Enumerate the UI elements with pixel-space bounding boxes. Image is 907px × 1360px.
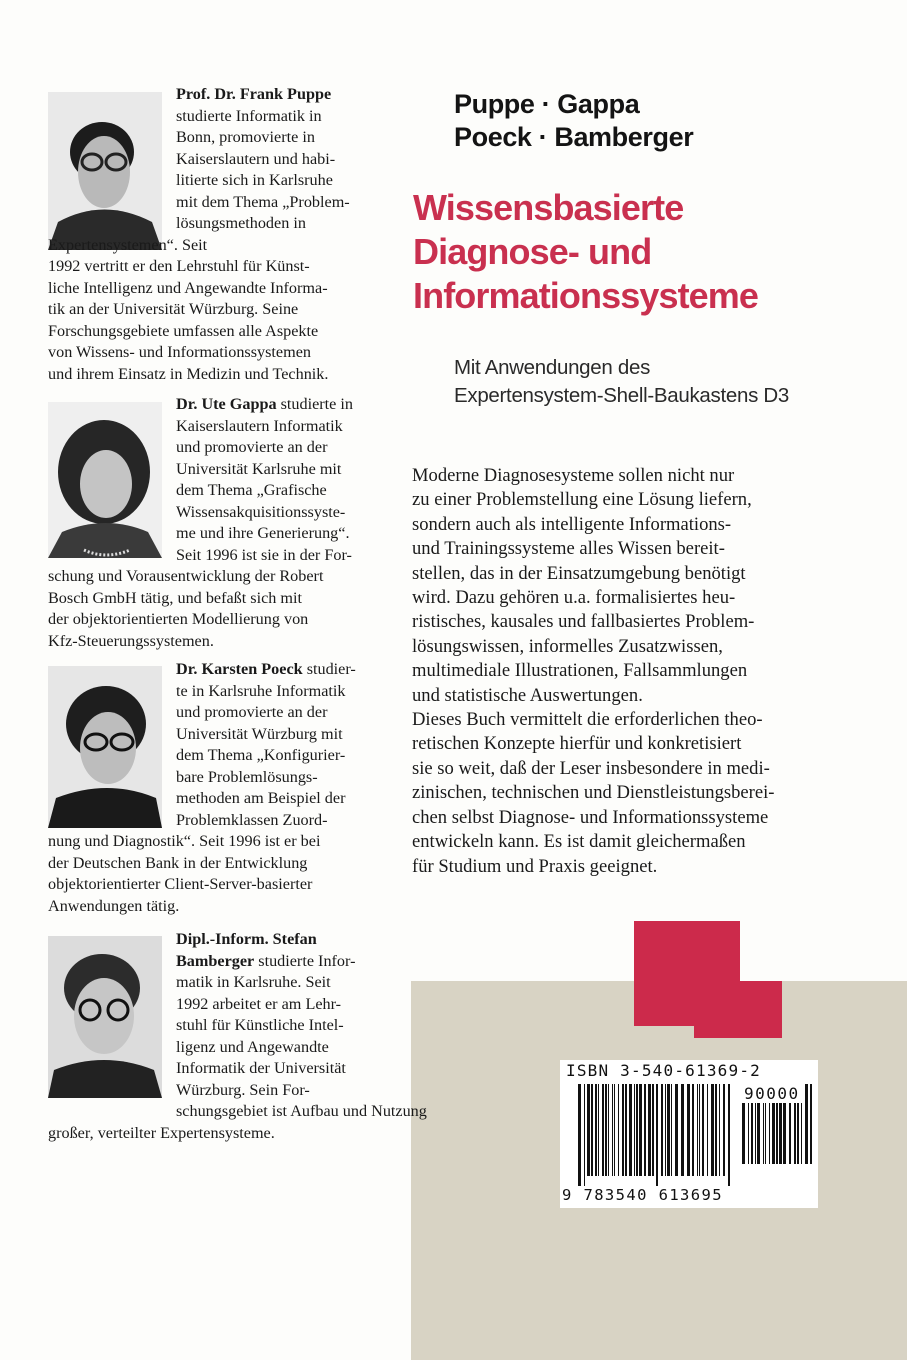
blurb-line: retischen Konzepte hierfür und konkretisiert — [412, 733, 742, 755]
barcode-bar — [667, 1084, 670, 1176]
author-names — [454, 88, 693, 154]
bio-line: der Deutschen Bank in der Entwicklung — [48, 853, 308, 872]
bio-line: Informatik der Universität — [176, 1059, 346, 1077]
barcode-bar — [702, 1084, 704, 1176]
blurb-line: sie so weit, daß der Leser insbesondere in medi- — [412, 757, 770, 779]
bio-line: Forschungsgebiete umfassen alle Aspekte — [48, 321, 319, 340]
bio-line: Würzburg. Sein For- — [176, 1080, 310, 1099]
barcode-bar — [622, 1084, 624, 1176]
bio-heading — [176, 85, 331, 104]
blurb-line: und statistische Auswertungen. — [412, 684, 643, 706]
barcode-bar — [805, 1084, 808, 1164]
bio-line: und promovierte an der — [176, 438, 328, 456]
barcode-bar — [602, 1084, 604, 1176]
bio-line: 1992 arbeitet er am Lehr- — [176, 994, 342, 1013]
blurb-line: zinischen, technischen und Dienstleistungsberei- — [412, 782, 775, 804]
barcode-bar — [578, 1084, 581, 1186]
blurb-line: und Trainingssysteme alles Wissen bereit- — [412, 538, 725, 560]
isbn-barcode — [560, 1060, 818, 1208]
barcode-bar — [639, 1084, 642, 1176]
bio-line: Universität Karlsruhe mit — [176, 459, 342, 478]
barcode-bar — [715, 1084, 717, 1176]
ean-digits: 9 783540 613695 — [562, 1186, 723, 1204]
barcode-bar — [584, 1084, 585, 1186]
bio-text: studierte Infor- — [254, 951, 356, 970]
bio-line: bare Problemlösungs- — [176, 767, 318, 786]
barcode-bar — [699, 1084, 700, 1176]
barcode-bar — [614, 1084, 615, 1176]
barcode-bar — [665, 1084, 666, 1176]
barcode-bar — [687, 1084, 690, 1176]
bio-text: studierte in — [276, 395, 354, 413]
bio-line: Kaiserslautern und habi- — [176, 149, 336, 168]
barcode-bar — [707, 1084, 708, 1176]
barcode-bar — [634, 1084, 635, 1176]
barcode-bar — [591, 1084, 593, 1176]
blurb-line: lösungswissen, informelles Zusatzwissen, — [412, 635, 723, 657]
bio-line: mit dem Thema „Problem- — [176, 192, 350, 211]
blurb-line: Dieses Buch vermittelt die erforderlichen theo- — [412, 709, 763, 731]
blurb-line: multimediale Illustrationen, Fallsammlungen — [412, 660, 748, 682]
barcode-bar — [719, 1084, 720, 1176]
barcode-bars — [578, 1084, 732, 1186]
bio-line: tik an der Universität Würzburg. Seine — [48, 300, 299, 318]
bio-line: Anwendungen tätig. — [48, 896, 180, 915]
author-name: Prof. Dr. Frank Puppe — [176, 85, 332, 103]
author-line: Puppe · Gappa — [454, 89, 640, 119]
book-subtitle — [454, 354, 789, 410]
author-photo-bamberger — [48, 936, 162, 1098]
blurb-line: ristisches, kausales und fallbasiertes Problem- — [412, 611, 755, 633]
bio-line: Seit 1996 ist sie in der For- — [176, 545, 352, 564]
barcode-bar — [652, 1084, 654, 1176]
author-name: Dipl.-Inform. Stefan — [176, 930, 317, 948]
barcode-bar — [711, 1084, 714, 1176]
bio-line: Wissensakquisitionssyste- — [176, 502, 346, 521]
bio-line: matik in Karlsruhe. Seit — [176, 973, 331, 991]
bio-line: Bosch GmbH tätig, und befaßt sich mit — [48, 588, 303, 607]
barcode-bar — [595, 1084, 597, 1176]
bio-heading — [176, 952, 355, 971]
bio-line: Universität Würzburg mit — [176, 724, 343, 743]
blurb-line: Moderne Diagnosesysteme sollen nicht nur — [412, 465, 735, 486]
barcode-bar — [618, 1084, 619, 1176]
bio-line: studierte Informatik in — [176, 106, 322, 125]
barcode-bar — [810, 1084, 812, 1164]
barcode-bar — [656, 1084, 658, 1186]
blurb-line: zu einer Problemstellung eine Lösung liefern, — [412, 489, 752, 511]
subtitle-line: Expertensystem-Shell-Baukastens D3 — [454, 384, 790, 407]
barcode-bar — [636, 1084, 638, 1176]
barcode-bar — [671, 1084, 672, 1176]
barcode-bar — [608, 1084, 609, 1176]
barcode-addon-digits: 90000 — [744, 1084, 800, 1103]
bio-line: me und ihre Generierung“. — [176, 524, 350, 542]
bio-line: und ihrem Einsatz in Medizin und Technik. — [48, 364, 329, 383]
author-name: Dr. Karsten Poeck — [176, 660, 303, 678]
bio-line: nung und Diagnostik“. Seit 1996 ist er bei — [48, 832, 321, 850]
bio-line: litierte sich in Karlsruhe — [176, 171, 333, 189]
title-line: Diagnose- und — [413, 231, 652, 272]
title-line: Informationssysteme — [413, 275, 759, 316]
author-line: Poeck · Bamberger — [454, 122, 694, 152]
bio-line: dem Thema „Grafische — [176, 481, 327, 499]
red-square-bottom — [694, 981, 782, 1038]
blurb-line: für Studium und Praxis geeignet. — [412, 855, 658, 877]
blurb-line: stellen, das in der Einsatzumgebung benötigt — [412, 562, 746, 584]
author-photo-gappa — [48, 402, 162, 558]
blurb-line: sondern auch als intelligente Informations- — [412, 513, 732, 535]
barcode-bar — [625, 1084, 627, 1176]
bio-line: dem Thema „Konfigurier- — [176, 746, 346, 764]
blurb-line: entwickeln kann. Es ist damit gleichermaßen — [412, 831, 746, 853]
bio-line: von Wissens- und Informationssystemen — [48, 343, 311, 361]
bio-line: großer, verteilter Expertensysteme. — [48, 1123, 275, 1142]
barcode-bar — [605, 1084, 607, 1176]
barcode-bar — [681, 1084, 684, 1176]
author-name: Dr. Ute Gappa — [176, 395, 277, 413]
blurb-text — [412, 464, 774, 879]
barcode-bar — [612, 1084, 613, 1176]
barcode-bar — [661, 1084, 663, 1176]
author-photo-puppe — [48, 92, 162, 250]
author-photo-poeck — [48, 666, 162, 828]
barcode-bar — [587, 1084, 590, 1176]
isbn-number: ISBN 3-540-61369-2 — [566, 1061, 761, 1080]
bio-heading — [176, 930, 317, 949]
bio-line: te in Karlsruhe Informatik — [176, 681, 346, 700]
blurb-line: wird. Dazu gehören u.a. formalisiertes heu- — [412, 587, 736, 609]
barcode-bar — [697, 1084, 698, 1176]
bio-line: schungsgebiet ist Aufbau und Nutzung — [176, 1102, 427, 1120]
bio-line: methoden am Beispiel der — [176, 789, 346, 807]
bio-heading — [176, 660, 356, 679]
barcode-bar — [598, 1084, 599, 1176]
author-name: Bamberger — [176, 951, 255, 970]
bio-heading — [176, 395, 353, 414]
bio-line: liche Intelligenz und Angewandte Informa- — [48, 278, 328, 297]
barcode-bar — [723, 1084, 725, 1176]
bio-line: schung und Vorausentwicklung der Robert — [48, 567, 324, 585]
bio-line: ligenz und Angewandte — [176, 1037, 329, 1056]
bio-line: Bonn, promovierte in — [176, 128, 315, 146]
bio-text: studier- — [302, 660, 356, 678]
barcode-bar — [728, 1084, 730, 1186]
bio-line: Kfz-Steuerungssystemen. — [48, 631, 214, 650]
bio-line: der objektorientierten Modellierung von — [48, 610, 309, 628]
bio-line: und promovierte an der — [176, 703, 328, 721]
barcode-bar — [675, 1084, 678, 1176]
book-title — [413, 186, 758, 318]
title-line: Wissensbasierte — [413, 187, 684, 228]
bio-line: 1992 vertritt er den Lehrstuhl für Künst- — [48, 257, 310, 275]
blurb-line: chen selbst Diagnose- und Informationssysteme — [412, 806, 769, 828]
barcode-bar — [629, 1084, 632, 1176]
barcode-bar — [692, 1084, 694, 1176]
bio-line: objektorientierter Client-Server-basierter — [48, 875, 313, 893]
bio-line: Problemklassen Zuord- — [176, 810, 328, 829]
barcode-bar — [648, 1084, 651, 1176]
bio-line: lösungsmethoden in — [176, 214, 306, 232]
subtitle-line: Mit Anwendungen des — [454, 356, 651, 379]
bio-line: Kaiserslautern Informatik — [176, 416, 343, 435]
bio-line: stuhl für Künstliche Intel- — [176, 1016, 344, 1034]
barcode-bar — [644, 1084, 646, 1176]
bio-line: Expertensystemen“. Seit — [48, 235, 208, 254]
